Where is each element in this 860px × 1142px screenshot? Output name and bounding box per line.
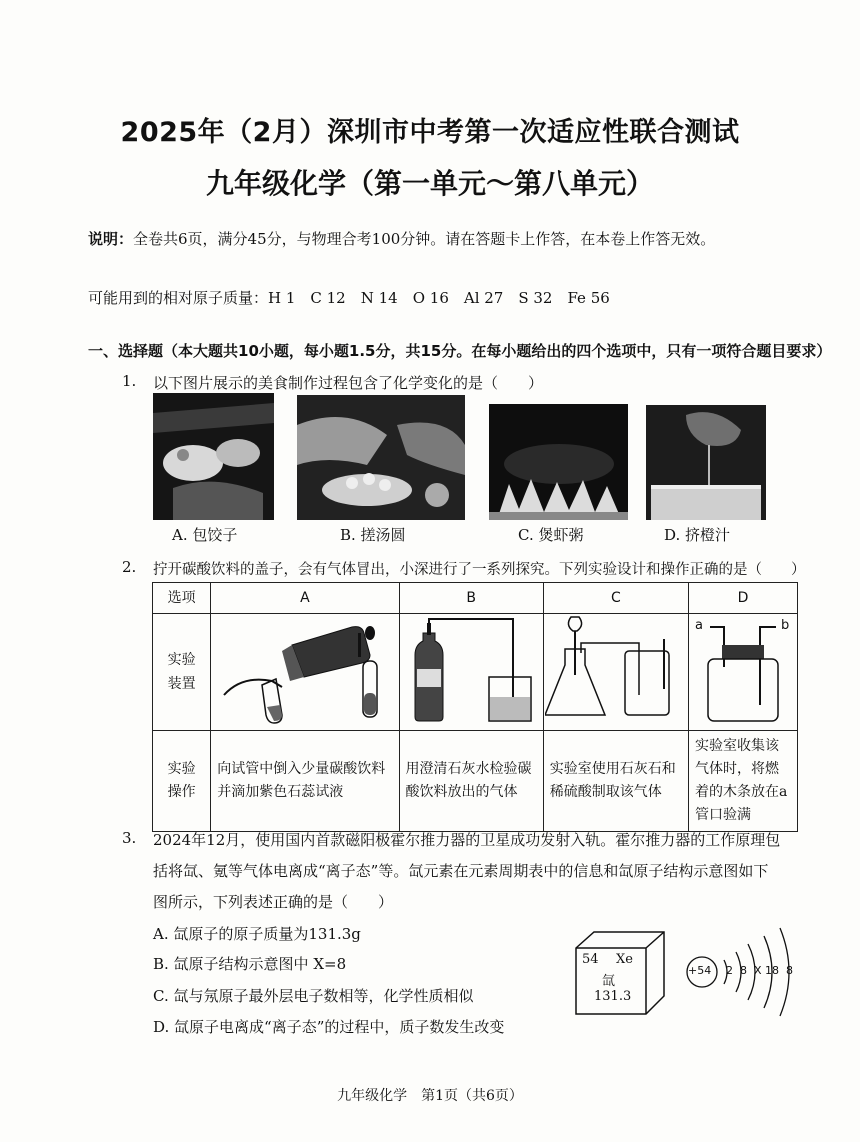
apparatus-c-diagram [545, 615, 686, 725]
q1-number: 1. [122, 372, 137, 390]
q1-option-b: B. 搓汤圆 [340, 526, 406, 544]
table-header-d: D [689, 583, 798, 614]
q3-stem-line-3: 图所示，下列表述正确的是（ ） [153, 893, 394, 911]
table-header-c: C [543, 583, 688, 614]
tube-label-a: a [695, 618, 703, 633]
operation-a: 向试管中倒入少量碳酸饮料并滴加紫色石蕊试液 [211, 731, 399, 832]
apparatus-d [689, 614, 798, 731]
atomic-masses: 可能用到的相对原子质量：H 1 C 12 N 14 O 16 Al 27 S 32 Fe 56 [88, 289, 610, 307]
element-mass: 131.3 [594, 989, 632, 1004]
apparatus-b-diagram [401, 615, 541, 725]
instructions-label: 说明： [88, 230, 134, 248]
instructions-text: 全卷共6页，满分45分，与物理合考100分钟。请在答题卡上作答，在本卷上作答无效。 [133, 230, 716, 248]
apparatus-a-diagram [212, 615, 396, 725]
q3-stem-line-2: 括将氙、氪等气体电离成“离子态”等。氙元素在元素周期表中的信息和氙原子结构示意图如下 [153, 862, 769, 880]
xenon-atom-structure [682, 924, 802, 1020]
table-header-option: 选项 [153, 583, 211, 614]
tube-label-b: b [781, 618, 790, 633]
element-cell-xenon [572, 928, 668, 1018]
apparatus-b [399, 614, 543, 731]
q3-option-a: A. 氙原子的原子质量为131.3g [153, 925, 361, 943]
table-header-a: A [211, 583, 399, 614]
section-heading: 一、选择题（本大题共10小题，每小题1.5分，共15分。在每小题给出的四个选项中，只有一项符合题目要求） [88, 342, 832, 360]
q3-option-b: B. 氙原子结构示意图中 X=8 [153, 955, 347, 973]
page-footer: 九年级化学 第1页（共6页） [337, 1088, 523, 1104]
nucleus-charge: +54 [688, 964, 712, 977]
exam-title: 2025年（2月）深圳市中考第一次适应性联合测试 [120, 117, 740, 148]
electron-shells: 2 8 X 18 8 [726, 964, 794, 977]
q3-stem-line-1: 2024年12月，使用国内首款磁阳极霍尔推力器的卫星成功发射入轨。霍尔推力器的工作原理包 [153, 831, 781, 849]
operation-d: 实验室收集该气体时，将燃着的木条放在a管口验满 [689, 731, 798, 832]
q1-stem: 以下图片展示的美食制作过程包含了化学变化的是（ ） [153, 374, 544, 392]
apparatus-c [543, 614, 688, 731]
apparatus-a [211, 614, 399, 731]
q1-option-c: C. 煲虾粥 [518, 526, 584, 544]
q3-option-c: C. 氙与氖原子最外层电子数相等，化学性质相似 [153, 987, 474, 1005]
row-label-apparatus: 实验 装置 [153, 614, 211, 731]
table-header-b: B [399, 583, 543, 614]
element-name: 氙 [602, 974, 616, 989]
element-number: 54 [582, 952, 599, 967]
operation-b: 用澄清石灰水检验碳酸饮料放出的气体 [399, 731, 543, 832]
q1-option-a: A. 包饺子 [172, 526, 238, 544]
photo-orange-juice [646, 405, 766, 520]
experiment-table [152, 582, 798, 832]
photo-tangyuan [297, 395, 465, 520]
q2-stem: 拧开碳酸饮料的盖子，会有气体冒出，小深进行了一系列探究。下列实验设计和操作正确的是（ ） [153, 562, 806, 578]
photo-shrimp-porridge [489, 404, 628, 520]
row-label-operation: 实验 操作 [153, 731, 211, 832]
exam-subtitle: 九年级化学（第一单元～第八单元） [205, 167, 654, 200]
element-symbol: Xe [616, 952, 633, 967]
instructions [88, 228, 715, 249]
q3-number: 3. [122, 829, 137, 847]
operation-c: 实验室使用石灰石和稀硫酸制取该气体 [543, 731, 688, 832]
q1-option-d: D. 挤橙汁 [664, 526, 731, 544]
q3-option-d: D. 氙原子电离成“离子态”的过程中，质子数发生改变 [153, 1018, 505, 1036]
photo-dumplings [153, 393, 274, 520]
q2-number: 2. [122, 558, 137, 576]
